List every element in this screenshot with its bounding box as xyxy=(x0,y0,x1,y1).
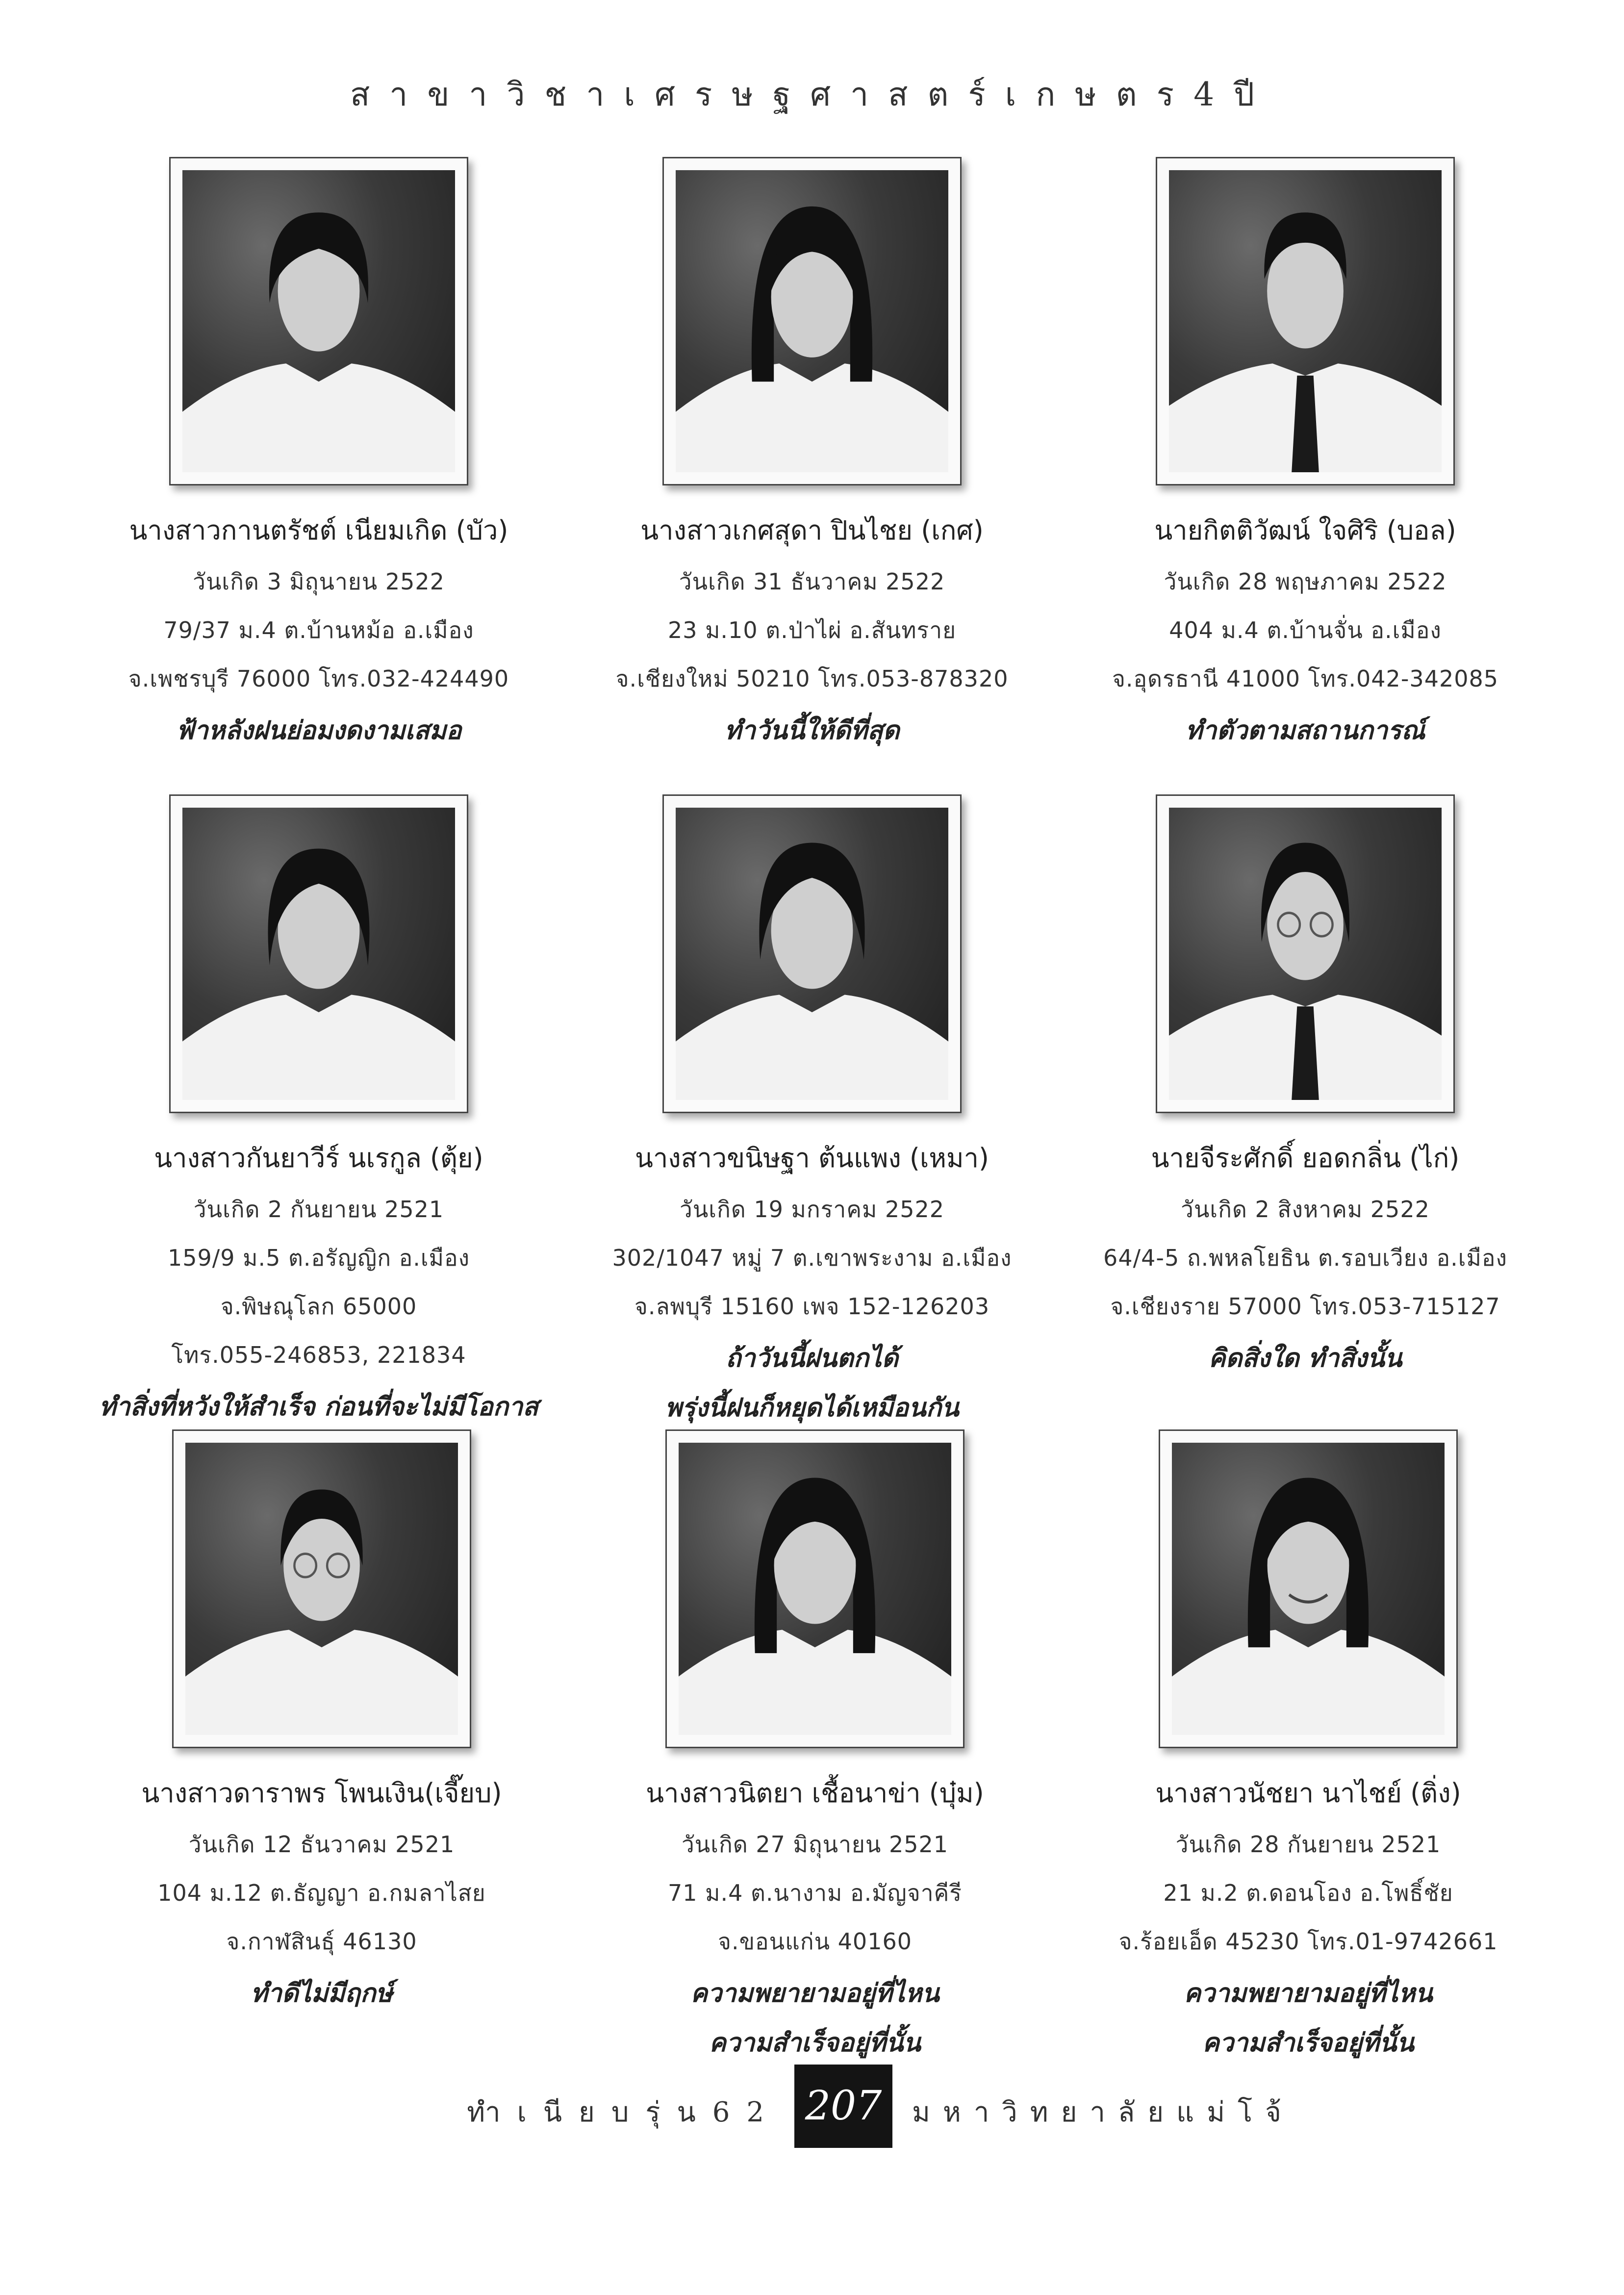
portrait-icon xyxy=(1169,170,1442,472)
portrait-photo xyxy=(169,794,468,1113)
page-footer xyxy=(0,2065,1624,2148)
address-line: จ.ขอนแก่น 40160 xyxy=(718,1928,912,1955)
motto: ทำตัวตามสถานการณ์ xyxy=(1185,716,1425,745)
address-line: โทร.055-246853, 221834 xyxy=(171,1342,466,1368)
page-title: สาขาวิชาเศรษฐศาสตร์เกษตร4ปี xyxy=(350,76,1274,113)
motto: ทำสิ่งที่หวังให้สำเร็จ ก่อนที่จะไม่มีโอกาส xyxy=(99,1392,538,1422)
person-card xyxy=(59,157,579,750)
portrait-icon xyxy=(1169,808,1442,1100)
birth-date: วันเกิด 3 มิถุนายน 2522 xyxy=(193,568,445,595)
motto: ถ้าวันนี้ฝนตกได้ xyxy=(725,1344,899,1373)
motto: ฟ้าหลังฝนย่อมงดงามเสมอ xyxy=(176,716,462,745)
person-name: นางสาวกานตรัชต์ เนียมเกิด (บัว) xyxy=(129,515,508,546)
person-card xyxy=(1048,1429,1568,2063)
birth-date: วันเกิด 2 กันยายน 2521 xyxy=(193,1196,444,1223)
birth-date: วันเกิด 31 ธันวาคม 2522 xyxy=(679,568,945,595)
address-line: จ.เชียงราย 57000 โทร.053-715127 xyxy=(1110,1293,1500,1320)
person-name: นางสาวขนิษฐา ต้นแพง (เหมา) xyxy=(635,1143,989,1173)
portrait-photo xyxy=(662,794,962,1113)
person-card xyxy=(552,794,1072,1428)
portrait-photo xyxy=(1156,157,1455,485)
person-name: นางสาวนัชยา นาไชย์ (ติ่ง) xyxy=(1155,1778,1461,1809)
person-name: นายจีระศักดิ์ ยอดกลิ่น (ไก่) xyxy=(1151,1143,1460,1173)
portrait-photo xyxy=(665,1429,964,1748)
motto: ความพยายามอยู่ที่ไหน xyxy=(690,1979,939,2008)
address-line: 104 ม.12 ต.ธัญญา อ.กมลาไสย xyxy=(157,1880,486,1906)
motto: ทำดีไม่มีฤกษ์ xyxy=(251,1979,393,2008)
footer-yearbook-title: ทำเนียบรุ่น62 xyxy=(467,2096,781,2128)
person-name: นายกิตติวัฒน์ ใจศิริ (บอล) xyxy=(1154,515,1456,546)
birth-date: วันเกิด 12 ธันวาคม 2521 xyxy=(188,1831,455,1858)
portrait-photo xyxy=(172,1429,471,1748)
motto: ทำวันนี้ให้ดีที่สุด xyxy=(724,716,900,745)
address-line: จ.เพชรบุรี 76000 โทร.032-424490 xyxy=(128,665,509,692)
portrait-icon xyxy=(182,170,455,472)
footer-university: มหาวิทยาลัยแม่โจ้ xyxy=(912,2096,1294,2128)
person-card xyxy=(59,794,579,1427)
person-card xyxy=(1045,157,1565,750)
birth-date: วันเกิด 28 กันยายน 2521 xyxy=(1175,1831,1441,1858)
address-line: จ.ลพบุรี 15160 เพจ 152-126203 xyxy=(634,1293,990,1320)
address-line: จ.เชียงใหม่ 50210 โทร.053-878320 xyxy=(615,665,1009,692)
person-card xyxy=(552,157,1072,750)
portrait-photo xyxy=(1159,1429,1458,1748)
address-line: 159/9 ม.5 ต.อรัญญิก อ.เมือง xyxy=(167,1245,470,1271)
address-line: 64/4-5 ถ.พหลโยธิน ต.รอบเวียง อ.เมือง xyxy=(1103,1245,1507,1271)
portrait-icon xyxy=(676,170,948,472)
person-name: นางสาวกันยาวีร์ นเรกูล (ตุ้ย) xyxy=(154,1143,483,1173)
address-line: 79/37 ม.4 ต.บ้านหม้อ อ.เมือง xyxy=(163,617,474,643)
portrait-icon xyxy=(185,1443,458,1735)
person-card xyxy=(62,1429,582,2013)
portrait-photo xyxy=(662,157,962,485)
portrait-icon xyxy=(1172,1443,1445,1735)
portrait-icon xyxy=(676,808,948,1100)
birth-date: วันเกิด 27 มิถุนายน 2521 xyxy=(681,1831,949,1858)
address-line: จ.ร้อยเอ็ด 45230 โทร.01-9742661 xyxy=(1118,1928,1498,1955)
address-line: 302/1047 หมู่ 7 ต.เขาพระงาม อ.เมือง xyxy=(612,1245,1012,1271)
address-line: จ.อุดรธานี 41000 โทร.042-342085 xyxy=(1112,665,1499,692)
person-name: นางสาวเกศสุดา ปินไชย (เกศ) xyxy=(640,515,984,546)
motto: ความสำเร็จอยู่ที่นั้น xyxy=(1202,2028,1414,2058)
address-line: 71 ม.4 ต.นางาม อ.มัญจาคีรี xyxy=(667,1880,963,1906)
person-name: นางสาวนิตยา เชื้อนาข่า (บุ๋ม) xyxy=(646,1778,984,1809)
motto: คิดสิ่งใด ทำสิ่งนั้น xyxy=(1208,1344,1402,1373)
portrait-photo xyxy=(169,157,468,485)
person-name: นางสาวดาราพร โพนเงิน(เจี๊ยบ) xyxy=(141,1778,502,1809)
address-line: 21 ม.2 ต.ดอนโอง อ.โพธิ์ชัย xyxy=(1163,1880,1453,1906)
portrait-icon xyxy=(679,1443,951,1735)
address-line: จ.กาฬสินธุ์ 46130 xyxy=(226,1928,417,1955)
person-card xyxy=(555,1429,1075,2063)
person-card xyxy=(1045,794,1565,1378)
portrait-icon xyxy=(182,808,455,1100)
motto: ความสำเร็จอยู่ที่นั้น xyxy=(709,2028,921,2058)
birth-date: วันเกิด 28 พฤษภาคม 2522 xyxy=(1164,568,1447,595)
motto: ความพยายามอยู่ที่ไหน xyxy=(1184,1979,1433,2008)
motto: พรุ่งนี้ฝนก็หยุดได้เหมือนกัน xyxy=(665,1393,959,1423)
address-line: 23 ม.10 ต.ป่าไผ่ อ.สันทราย xyxy=(667,617,957,643)
page-number: 207 xyxy=(794,2065,892,2148)
address-line: จ.พิษณุโลก 65000 xyxy=(220,1293,417,1320)
birth-date: วันเกิด 19 มกราคม 2522 xyxy=(680,1196,944,1223)
portrait-photo xyxy=(1156,794,1455,1113)
birth-date: วันเกิด 2 สิงหาคม 2522 xyxy=(1181,1196,1430,1223)
address-line: 404 ม.4 ต.บ้านจั่น อ.เมือง xyxy=(1169,617,1442,643)
